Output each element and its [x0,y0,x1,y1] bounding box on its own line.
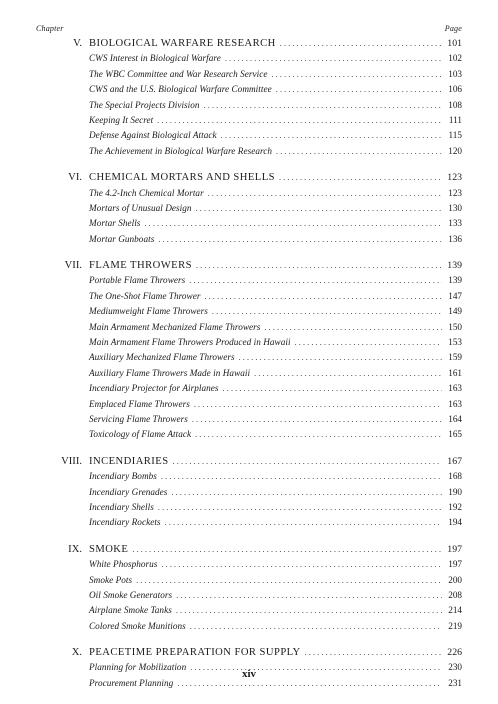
section-page: 208 [448,589,462,600]
dot-leader [176,606,442,615]
chapter-numeral: V. [73,38,82,49]
section-entry[interactable] [36,69,462,84]
dot-leader [239,353,442,362]
section-page: 219 [448,620,462,631]
section-page: 149 [448,306,462,317]
dot-leader [223,384,442,393]
section-page: 214 [448,605,462,616]
section-page: 230 [448,662,462,673]
section-title: Mediumweight Flame Throwers [89,306,208,317]
section-title: Planning for Mobilization [89,662,187,673]
dot-leader [190,622,442,631]
section-title: Main Armament Flame Throwers Produced in Hawaii [89,337,291,348]
dot-leader [295,338,442,347]
chapter-entry[interactable] [36,260,462,275]
dot-leader [280,39,442,48]
section-entry[interactable] [36,146,462,161]
section-entry[interactable] [36,429,462,444]
section-entry[interactable] [36,115,462,130]
section-title: Incendiary Bombs [89,471,157,482]
chapter-page: 197 [447,543,462,555]
section-entry[interactable] [36,130,462,145]
section-title: The One-Shot Flame Thrower [89,290,201,301]
dot-leader [279,173,442,182]
section-page: 168 [448,471,462,482]
section-entry[interactable] [36,100,462,115]
section-title: CWS Interest in Biological Warfare [89,53,221,64]
chapter-title: BIOLOGICAL WARFARE RESEARCH [89,38,276,49]
chapter-title: INCENDIARIES [89,455,169,467]
dot-leader [204,292,442,301]
section-page: 136 [448,233,462,244]
dot-leader [272,70,443,79]
section-title: Colored Smoke Munitions [89,620,186,631]
section-title: Portable Flame Throwers [89,275,186,286]
section-entry[interactable] [36,368,462,383]
section-entry[interactable] [36,383,462,398]
section-page: 163 [448,398,462,409]
section-entry[interactable] [36,621,462,636]
dot-leader [196,204,442,213]
section-page: 120 [448,145,462,156]
dot-leader [132,545,442,554]
dot-leader [157,116,442,125]
section-title: Incendiary Rockets [89,517,161,528]
section-page: 161 [448,367,462,378]
section-page: 102 [448,53,462,64]
section-page: 159 [448,352,462,363]
chapter-page: 167 [447,455,462,467]
chapter-page: 139 [447,260,462,272]
section-entry[interactable] [36,414,462,429]
dot-leader [225,54,442,63]
section-title: Oil Smoke Generators [89,589,173,600]
section-page: 147 [448,290,462,301]
section-title: Mortars of Unusual Design [89,202,192,213]
chapter-page: 123 [447,172,462,184]
dot-leader [212,307,442,316]
section-page: 111 [448,114,462,125]
dot-leader [136,576,442,585]
section-entry[interactable] [36,605,462,620]
page-column-label: Page [444,24,462,33]
dot-leader [264,323,442,332]
section-entry[interactable] [36,306,462,321]
section-title: Incendiary Shells [89,501,154,512]
section-entry[interactable] [36,234,462,249]
section-entry[interactable] [36,590,462,605]
dot-leader [165,518,442,527]
dot-leader [158,503,442,512]
section-page: 163 [448,383,462,394]
chapter-entry[interactable] [36,544,462,559]
dot-leader [204,101,442,110]
section-title: The 4.2-Inch Chemical Mortar [89,187,204,198]
table-of-contents [36,38,462,704]
section-page: 106 [448,84,462,95]
section-title: Airplane Smoke Tanks [89,605,172,616]
section-entry[interactable] [36,53,462,68]
dot-leader [144,219,442,228]
section-entry[interactable] [36,337,462,352]
section-entry[interactable] [36,487,462,502]
section-title: Auxiliary Flame Throwers Made in Hawaii [89,367,251,378]
section-title: The Special Projects Division [89,99,200,110]
section-page: 139 [448,275,462,286]
page-number: xiv [241,668,257,680]
chapter-entry[interactable] [36,172,462,187]
section-title: Mortar Gunboats [89,233,155,244]
chapter-block [36,260,462,445]
chapter-title: CHEMICAL MORTARS AND SHELLS [89,172,275,184]
section-title: Smoke Pots [89,574,133,585]
section-entry[interactable] [36,471,462,486]
dot-leader [195,430,442,439]
section-entry[interactable] [36,84,462,99]
section-page: 108 [448,99,462,110]
section-entry[interactable] [36,517,462,532]
chapter-block [36,544,462,636]
chapter-block [36,456,462,533]
section-entry[interactable] [36,322,462,337]
section-page: 164 [448,413,462,424]
dot-leader [171,488,442,497]
section-page: 200 [448,574,462,585]
section-title: Servicing Flame Throwers [89,413,188,424]
section-entry[interactable] [36,352,462,367]
dot-leader [158,235,442,244]
dot-leader [161,560,442,569]
chapter-title: PEACETIME PREPARATION FOR SUPPLY [89,647,301,659]
chapter-title: SMOKE [89,543,129,555]
section-page: 190 [448,486,462,497]
dot-leader [276,85,442,94]
section-title: Auxiliary Mechanized Flame Throwers [89,352,235,363]
chapter-block [36,38,462,161]
dot-leader [221,131,442,140]
dot-leader [254,369,442,378]
dot-leader [305,648,442,657]
chapter-entry[interactable] [36,456,462,471]
chapter-entry[interactable] [36,38,462,53]
section-title: CWS and the U.S. Biological Warfare Committee [89,84,272,95]
chapter-numeral: VIII. [61,455,82,467]
section-entry[interactable] [36,399,462,414]
dot-leader [173,457,442,466]
section-page: 130 [448,202,462,213]
dot-leader [161,472,442,481]
section-title: Main Armament Mechanized Flame Throwers [89,321,261,332]
dot-leader [176,591,442,600]
section-title: Keeping It Secret [89,114,154,125]
chapter-entry[interactable] [36,647,462,662]
section-page: 133 [448,218,462,229]
section-page: 192 [448,501,462,512]
section-title: The WBC Committee and War Research Service [89,68,268,79]
section-title: Incendiary Grenades [89,486,168,497]
section-page: 123 [448,187,462,198]
section-title: The Achievement in Biological Warfare Research [89,145,273,156]
chapter-numeral: VII. [64,260,82,272]
section-title: Defense Against Biological Attack [89,130,217,141]
section-title: White Phosphorus [89,559,158,570]
section-page: 115 [448,130,462,141]
chapter-block [36,172,462,249]
section-title: Incendiary Projector for Airplanes [89,383,219,394]
section-page: 165 [448,429,462,440]
section-title: Procurement Planning [89,677,174,688]
section-title: Toxicology of Flame Attack [89,429,192,440]
dot-leader [276,147,442,156]
dot-leader [208,189,442,198]
section-entry[interactable] [36,502,462,517]
section-entry[interactable] [36,559,462,574]
section-page: 153 [448,337,462,348]
chapter-numeral: IX. [68,543,82,555]
section-entry[interactable] [36,188,462,203]
dot-leader [196,261,442,270]
section-page: 194 [448,517,462,528]
section-entry[interactable] [36,575,462,590]
dot-leader [189,276,442,285]
chapter-title: FLAME THROWERS [89,260,192,272]
section-title: Mortar Shells [89,218,141,229]
section-entry[interactable] [36,275,462,290]
section-title: Emplaced Flame Throwers [89,398,190,409]
chapter-numeral: VI. [68,172,82,184]
section-page: 103 [448,68,462,79]
chapter-page: 226 [447,647,462,659]
chapter-numeral: X. [71,647,82,659]
section-entry[interactable] [36,203,462,218]
section-page: 231 [448,677,462,688]
chapter-column-label: Chapter [36,24,64,33]
chapter-page: 101 [447,38,462,49]
section-entry[interactable] [36,291,462,306]
section-entry[interactable] [36,218,462,233]
dot-leader [177,679,442,688]
dot-leader [194,400,442,409]
section-entry[interactable] [36,678,462,693]
section-page: 150 [448,321,462,332]
dot-leader [192,415,442,424]
section-page: 197 [448,559,462,570]
